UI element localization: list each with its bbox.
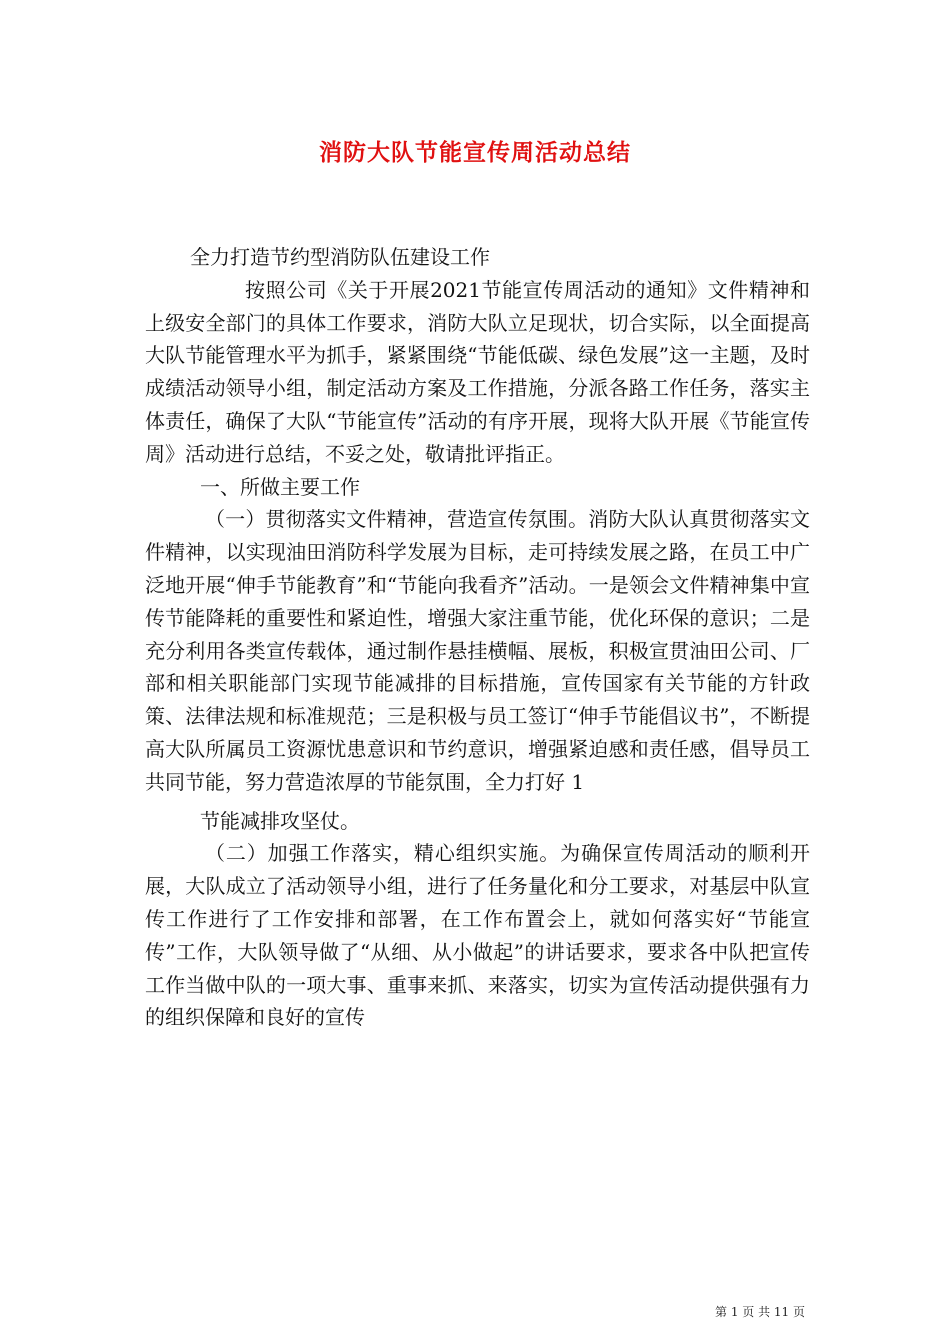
section1-heading: 一、所做主要工作: [200, 474, 360, 499]
subtitle-paragraph: 全力打造节约型消防队伍建设工作: [190, 245, 490, 269]
subsection1-paragraph: （一）贯彻落实文件精神，营造宣传氛围。消防大队认真贯彻落实文件精神，以实现油田消防科学发展为目标，走可持续发展之路，在员工中广泛地开展“伸手节能教育”和“节能向我看齐”活动。一是领会文件精神集中宣传节能降耗的重要性和紧迫性，增强大家注重节能，优化环保的意识；二是充分利用各类宣传载体，通过制作悬挂横幅、展板，积极宣贯油田公司、厂部和相关职能部门实现节能减排的目标措施，宣传国家有关节能的方针政策、法律法规和标准规范；三是积极与员工签订“伸手节能倡议书”，不断提高大队所属员工资源忧患意识和节约意识，增强紧迫感和责任感，倡导员工共同节能，努力营造浓厚的节能氛围，全力打好 1: [145, 507, 810, 794]
document-title: 消防大队节能宣传周活动总结: [319, 139, 631, 166]
page-footer: 第 1 页 共 11 页: [715, 1305, 805, 1319]
document-body: [145, 241, 810, 1034]
subsection2-paragraph: （二）加强工作落实，精心组织实施。为确保宣传周活动的顺利开展，大队成立了活动领导小组，进行了任务量化和分工要求，对基层中队宣传工作进行了工作安排和部署，在工作布置会上，就如何落实好“节能宣传”工作，大队领导做了“从细、从小做起”的讲话要求，要求各中队把宣传工作当做中队的一项大事、重事来抓、来落实，切实为宣传活动提供强有力的组织保障和良好的宣传: [145, 841, 810, 1030]
subsection1-continuation: 节能减排攻坚仗。: [200, 808, 360, 833]
intro-paragraph: 按照公司《关于开展2021节能宣传周活动的通知》文件精神和上级安全部门的具体工作要求，消防大队立足现状，切合实际，以全面提高大队节能管理水平为抓手，紧紧围绕“节能低碳、绿色发展”这一主题，及时成绩活动领导小组，制定活动方案及工作措施，分派各路工作任务，落实主体责任，确保了大队“节能宣传”活动的有序开展，现将大队开展《节能宣传周》活动进行总结，不妥之处，敬请批评指正。: [145, 277, 810, 466]
